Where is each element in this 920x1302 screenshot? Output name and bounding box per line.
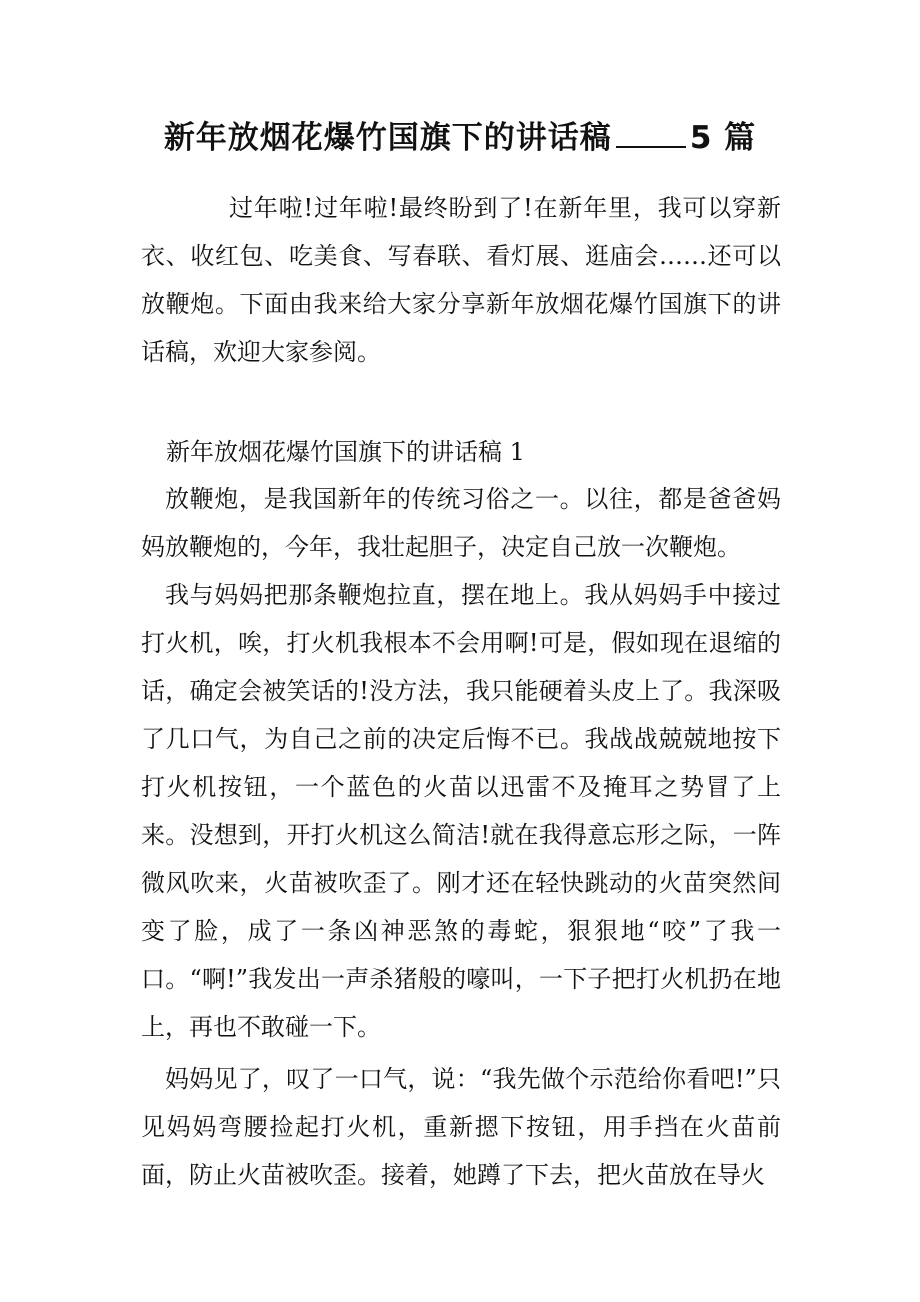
intro-paragraph: 过年啦!过年啦!最终盼到了!在新年里，我可以穿新衣、收红包、吃美食、写春联、看灯展、逛庙会……还可以放鞭炮。下面由我来给大家分享新年放烟花爆竹国旗下的讲话稿，欢迎大家参阅。 [141,194,781,366]
section-heading: 新年放烟花爆竹国旗下的讲话稿 1 [166,438,525,466]
body-paragraph: 妈妈见了，叹了一口气，说：“我先做个示范给你看吧!”只见妈妈弯腰捡起打火机，重新摁下按钮，用手挡在火苗前面，防止火苗被吹歪。接着，她蹲了下去，把火苗放在导火 [141,1065,781,1189]
body-paragraph: 我与妈妈把那条鞭炮拉直，摆在地上。我从妈妈手中接过打火机，唉，打火机我根本不会用啊!可是，假如现在退缩的话，确定会被笑话的!没方法，我只能硬着头皮上了。我深吸了几口气，为自己之前的决定后悔不已。我战战兢兢地按下打火机按钮，一个蓝色的火苗以迅雷不及掩耳之势冒了上来。没想到，开打火机这么简洁!就在我得意忘形之际，一阵微风吹来，火苗被吹歪了。刚才还在轻快跳动的火苗突然间变了脸，成了一条凶神恶煞的毒蛇，狠狠地“咬”了我一口。“啊!”我发出一声杀猪般的嚎叫，一下子把打火机扔在地上，再也不敢碰一下。 [141,581,781,1041]
title-blank-underline [616,116,686,148]
document-title [0,116,920,160]
title-suffix-text: 5 篇 [689,120,757,156]
body-paragraph: 放鞭炮，是我国新年的传统习俗之一。以往，都是爸爸妈妈放鞭炮的，今年，我壮起胆子，决定自己放一次鞭炮。 [141,485,781,561]
title-main-text: 新年放烟花爆竹国旗下的讲话稿 [163,120,612,156]
